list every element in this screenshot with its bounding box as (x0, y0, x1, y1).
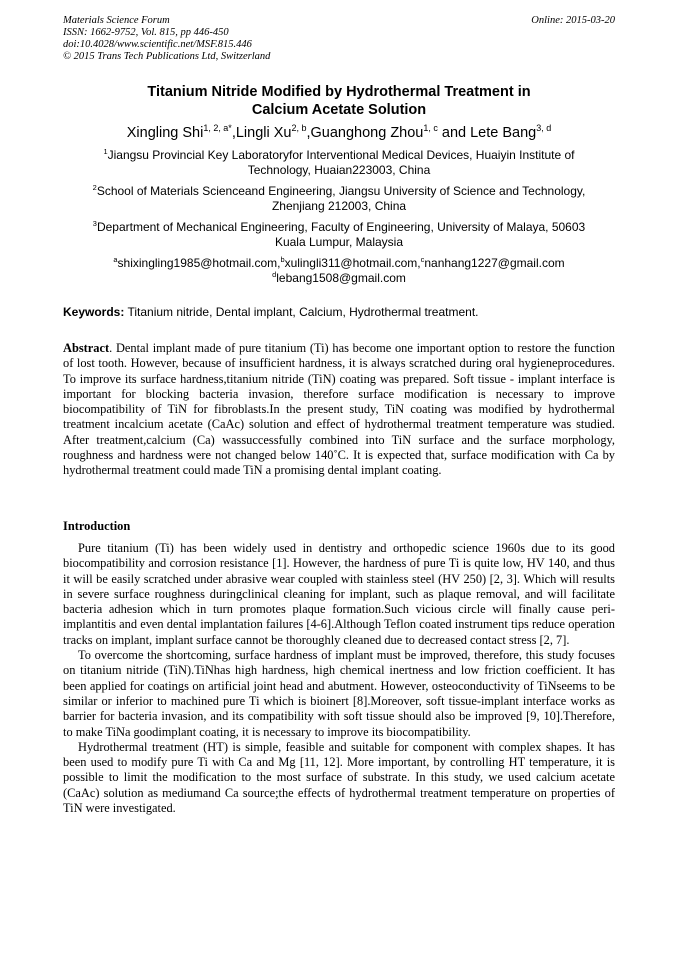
abstract-text: . Dental implant made of pure titanium (Ti) has become one important option to restore the function of lost tooth. However, because of insufficient hardness, it is always scratched during oral hygieneprocedures. To improve its surface hardness,titanium nitride (TiN) coating was prepared. Soft tissue - implant interface is important for blocking bacteria invasion, therefore surface modification is necessary to improve biocompatibility of TiN for fibroblasts.In the present study, TiN coating was modified by hydrothermal treatment incalcium acetate (CaAc) solution and effect of hydrothermal treatment temperature was studied. After treatment,calcium (Ca) wassuccessfully combined into TiN surface and the surface morphology, roughness and hardness were not changed below 140˚C. It is expected that, surface modification with Ca by hydrothermal treatment could made TiN a promising dental implant coating. (63, 341, 615, 478)
affiliation-1 (63, 148, 615, 178)
email-link[interactable]: xulingli311@hotmail.com, (284, 256, 421, 270)
copyright: © 2015 Trans Tech Publications Ltd, Switzerland (63, 51, 271, 62)
affiliation-text: Zhenjiang 212003, China (271, 199, 407, 213)
issn-volume: ISSN: 1662-9752, Vol. 815, pp 446-450 (63, 27, 229, 38)
affiliation-text: Jiangsu Provincial Key Laboratoryfor Interventional Medical Devices, Huaiyin Institute of (107, 148, 575, 162)
author-name: Lingli Xu (235, 125, 292, 141)
journal-name: Materials Science Forum (63, 15, 170, 26)
affiliation-text: School of Materials Scienceand Engineering, Jiangsu University of Science and Technology, (96, 184, 586, 198)
email-link[interactable]: nanhang1227@gmail.com (424, 256, 565, 270)
author-superscript: 1, 2, a* (203, 123, 232, 134)
author-superscript: 2, b (291, 123, 307, 134)
author-separator: , (231, 125, 236, 141)
email-superscript: a (113, 255, 118, 264)
online-date: Online: 2015-03-20 (531, 15, 615, 26)
keywords (63, 305, 615, 320)
keywords-label: Keywords: (63, 305, 125, 319)
affiliation-3 (63, 220, 615, 250)
email-link[interactable]: lebang1508@gmail.com (276, 271, 406, 285)
email-superscript: b (280, 255, 285, 264)
paper-title (63, 83, 615, 119)
author-superscript: 1, c (423, 123, 438, 134)
author-separator: , (306, 125, 311, 141)
affiliation-2 (63, 184, 615, 214)
introduction-body (63, 541, 615, 816)
affiliation-number: 2 (92, 183, 97, 192)
journal-meta (63, 15, 270, 63)
email-superscript: c (420, 255, 425, 264)
keywords-text: Titanium nitride, Dental implant, Calcium, Hydrothermal treatment. (124, 305, 479, 319)
intro-paragraph: Hydrothermal treatment (HT) is simple, feasible and suitable for component with complex shapes. It has been used to modify pure Ti with Ca and Mg [11, 12]. More important, by controlling HT temperature, it is possible to limit the modification to the most surface of substrate. In this study, we used calcium acetate (CaAc) solution as mediumand Ca source;the effects of hydrothermal treatment temperature on properties of TiN were investigated. (63, 739, 615, 816)
author-name: Lete Bang (470, 125, 537, 141)
doi: doi:10.4028/www.scientific.net/MSF.815.446 (63, 39, 252, 50)
affiliation-number: 3 (92, 219, 97, 228)
author-separator: and (437, 125, 471, 141)
title-line-1: Titanium Nitride Modified by Hydrothermal Treatment in (147, 84, 531, 100)
author-name: Xingling Shi (126, 125, 204, 141)
author-list (63, 124, 615, 142)
email-link[interactable]: shixingling1985@hotmail.com, (117, 256, 281, 270)
author-name: Guanghong Zhou (310, 125, 424, 141)
intro-paragraph: Pure titanium (Ti) has been widely used in dentistry and orthopedic science 1960s due to its good biocompatibility and corrosion resistance [1]. However, the hardness of pure Ti is quite low, HV 140, and thus it will be easily scratched under abrasive wear coupled with stainless steel (HV 250) [2, 3]. Which will results in severe surface roughness duringclinical cleaning for implant, such as plaque removal, and will facilitate bacteria adhesion which in turn promotes plaque formation.Such vicious circle will finally cause peri-implantitis and even dental implantation failures [4-6].Although Teflon coated instrument tips reduce operation tracks on implant, implant surface cannot be thoroughly cleaned due to decreased contact stress [2, 7]. (63, 541, 615, 647)
section-heading-introduction: Introduction (63, 519, 131, 533)
email-superscript: d (272, 270, 277, 279)
title-line-2: Calcium Acetate Solution (251, 102, 427, 118)
affiliation-text: Technology, Huaian223003, China (247, 163, 431, 177)
email-block (63, 256, 615, 286)
affiliation-text: Kuala Lumpur, Malaysia (274, 235, 404, 249)
intro-paragraph: To overcome the shortcoming, surface hardness of implant must be improved, therefore, this study focuses on titanium nitride (TiN).TiNhas high hardness, high chemical inertness and low friction coefficient. It has been applied for coatings on artificial joint head and abutment. However, osteoconductivity of TiNseems to be similar or inferior to machined pure Ti which is bioinert [8].Moreover, soft tissue-implant interface works as barrier for bacteria invasion, and its compatibility with soft tissue should also be improved [9, 10].Therefore, to make TiNa goodimplant coating, it is necessary to improve its biocompatibility. (63, 648, 615, 739)
author-superscript: 3, d (536, 123, 552, 134)
abstract (63, 341, 615, 479)
affiliation-number: 1 (103, 147, 108, 156)
affiliation-text: Department of Mechanical Engineering, Faculty of Engineering, University of Malaya, 50603 (96, 220, 586, 234)
abstract-label: Abstract (63, 341, 110, 355)
